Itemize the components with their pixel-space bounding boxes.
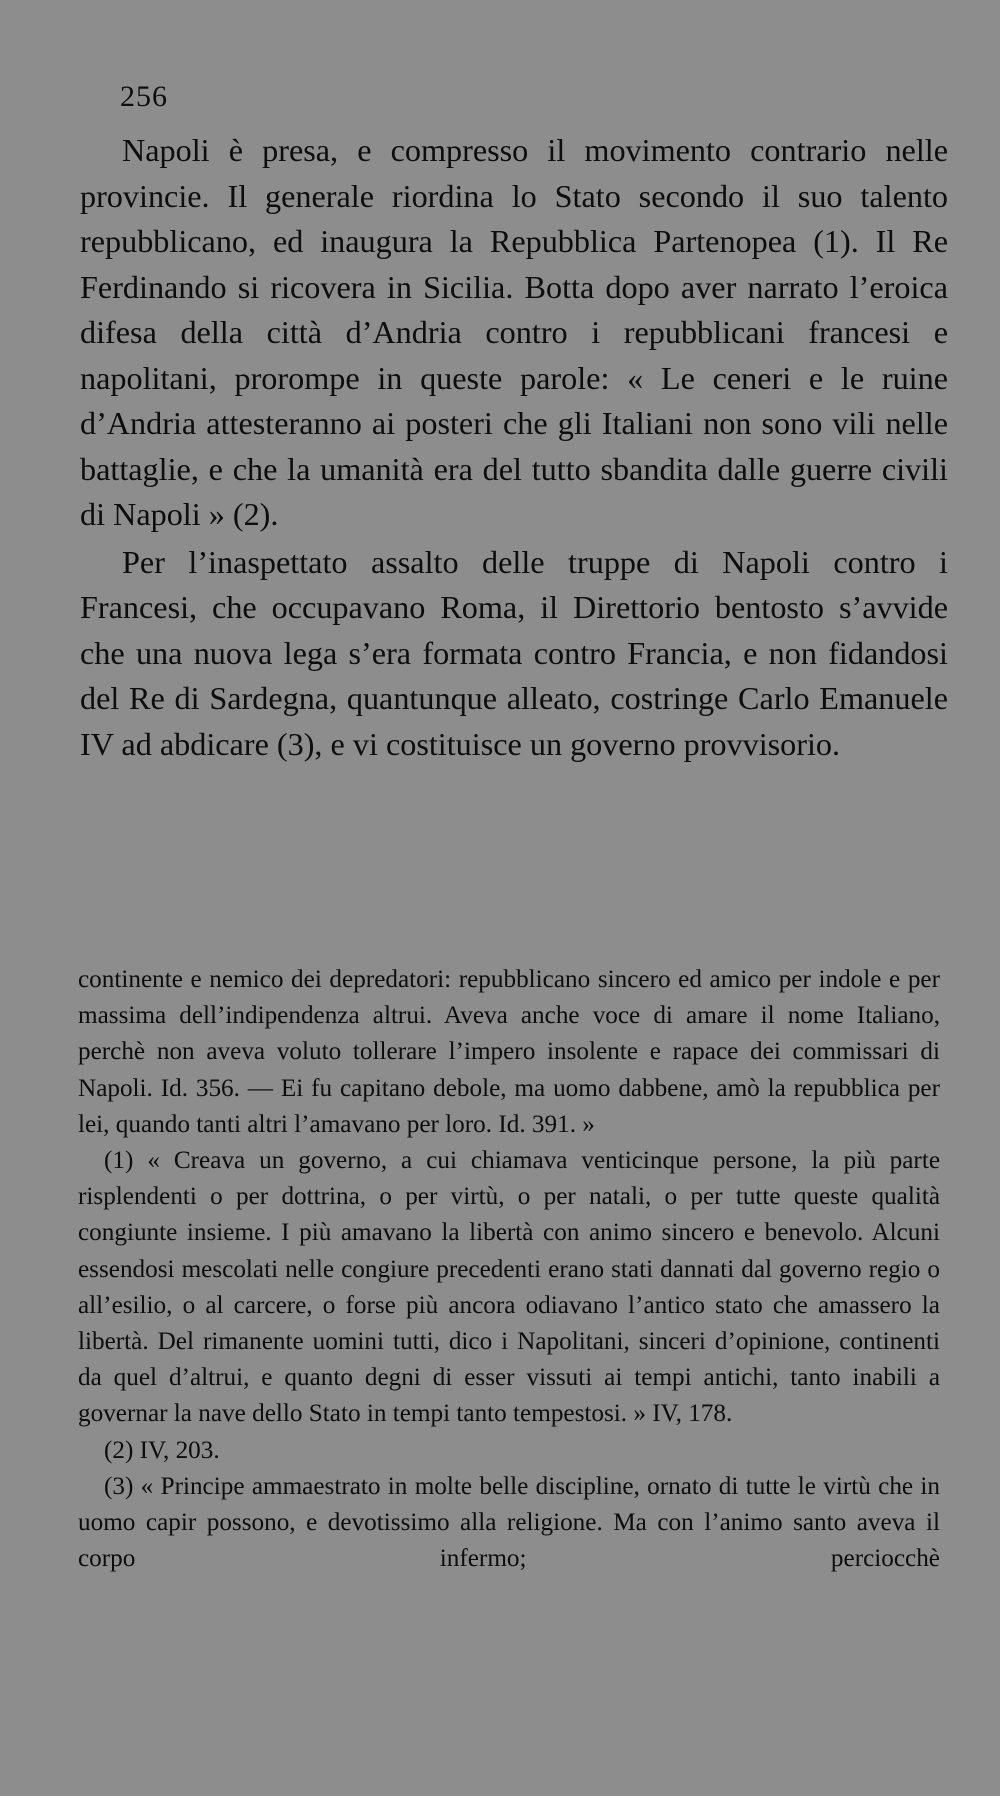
footnote-continuation: continente e nemico dei depredatori: repubblicano sincero ed amico per indole e per massima dell’indipendenza altrui. Aveva anche voce di amare il nome Italiano, perchè non aveva voluto tollerare l’impero insolente e rapace dei commissari di Napoli. Id. 356. — Ei fu capitano debole, ma uomo dabbene, amò la repubblica per lei, quando tanti altri l’amavano per loro. Id. 391. » bbox=[78, 966, 940, 1138]
main-paragraph-2: Per l’inaspettato assalto delle truppe di Napoli contro i Francesi, che occupavano Roma, il Direttorio bentosto s’avvide che una nuova lega s’era formata contro Francia, e non fidandosi del Re di Sardegna, quantunque alleato, costringe Carlo Emanuele IV ad abdicare (3), e vi costituisce un governo provvisorio. bbox=[80, 543, 948, 762]
footnote-2: (2) IV, 203. bbox=[104, 1436, 220, 1464]
main-text bbox=[80, 128, 948, 767]
footnote-3: (3) « Principe ammaestrato in molte belle discipline, ornato di tutte le virtù che in uomo capir possono, e devotissimo alla religione. Ma con l’animo santo aveva il corpo infermo; perciocchè bbox=[78, 1472, 940, 1573]
footnote-1: (1) « Creava un governo, a cui chiamava venticinque persone, la più parte risplendenti o per dottrina, o per virtù, o per natali, o per tutte queste qualità congiunte insieme. I più amavano la libertà con animo sincero e benevolo. Alcuni essendosi mescolati nelle congiure precedenti erano stati dannati dal governo regio o all’esilio, o al carcere, o forse più ancora odiavano l’antico stato che amassero la libertà. Del rimanente uomini tutti, dico i Napolitani, sinceri d’opinione, continenti da quel d’altrui, e quanto degni di esser vissuti ai tempi antichi, tanto inabili a governar la nave dello Stato in tempi tanto tempestosi. » IV, 178. bbox=[78, 1147, 940, 1428]
page-number: 256 bbox=[120, 80, 168, 113]
main-paragraph-1: Napoli è presa, e compresso il movimento contrario nelle provincie. Il generale riordina lo Stato secondo il suo talento repubblicano, ed inaugura la Repubblica Partenopea (1). Il Re Ferdinando si ricovera in Sicilia. Botta dopo aver narrato l’eroica difesa della città d’Andria contro i repubblicani francesi e napolitani, prorompe in queste parole: « Le ceneri e le ruine d’Andria attesteranno ai posteri che gli Italiani non sono vili nelle battaglie, e che la umanità era del tutto sbandita dalle guerre civili di Napoli » (2). bbox=[80, 132, 948, 532]
footnotes bbox=[78, 962, 940, 1577]
